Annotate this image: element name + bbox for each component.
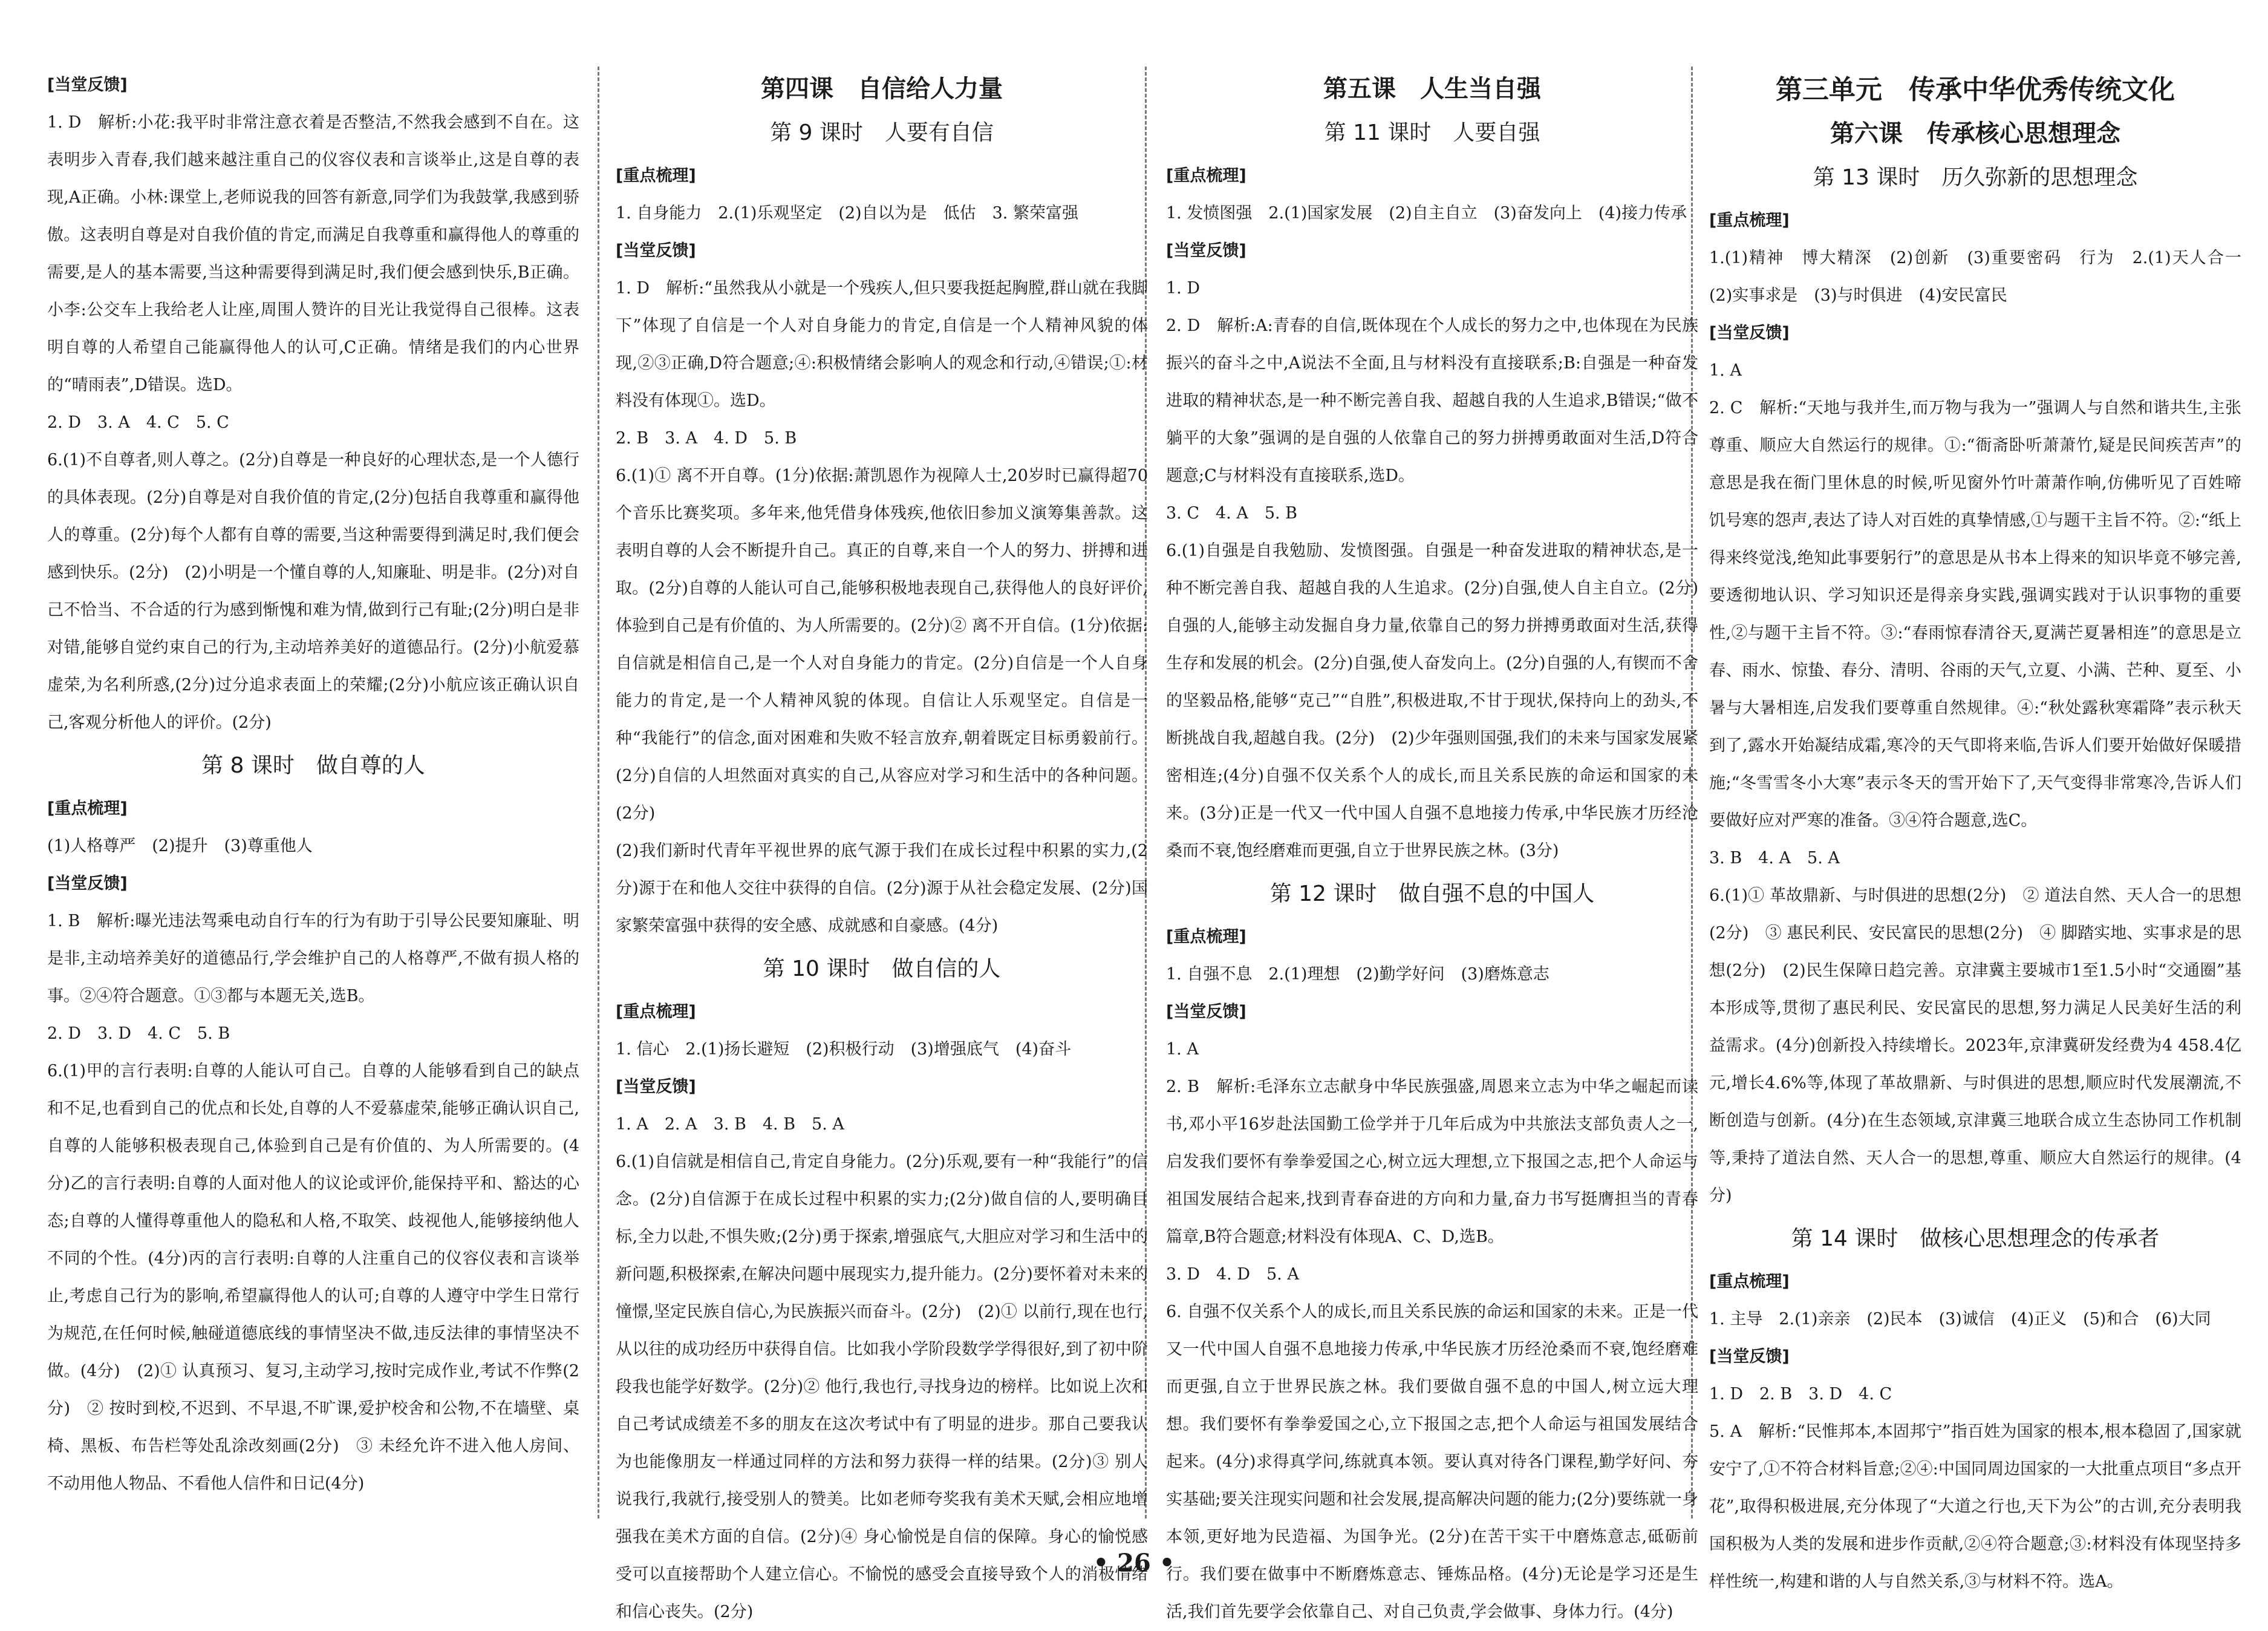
period-title: 第 9 课时 人要有自信	[770, 120, 994, 145]
page-number: • 26 •	[1093, 1549, 1175, 1577]
column-divider	[598, 67, 599, 1518]
section-tag: [当堂反馈]	[47, 76, 128, 94]
section-tag: [当堂反馈]	[616, 241, 696, 260]
answer-paragraph: 6.(1)甲的言行表明:自尊的人能认可自己。自尊的人能够看到自己的缺点和不足,也看到自己的优点和长处,自尊的人不爱慕虚荣,能够正确认识自己,自尊的人能够积极表现自己,体验到自己是有价值的、为人所需要的。(4分)乙的言行表明:自尊的人面对他人的议论或评价,能保持平和、豁达的心态;自尊的人懂得尊重他人的隐私和人格,不取笑、歧视他人,能够接纳他人不同的个性。(4分)丙的言行表明:自尊的人注重自己的仪容仪表和言谈举止,考虑自己行为的影响,希望赢得他人的认可;自尊的人遵守中学生日常行为规范,在任何时候,触碰道德底线的事情坚决不做,违反法律的事情坚决不做。(4分) (2)① 认真预习、复习,主动学习,按时完成作业,考试不作弊(2分) ② 按时到校,不迟到、不早退,不旷课,爱护校舍和公物,不在墙壁、桌椅、黑板、布告栏等处乱涂改刻画(2分) ③ 未经允许不进入他人房间、不动用他人物品、不看他人信件和日记(4分)	[47, 1062, 579, 1493]
lesson-title: 第四课 自信给人力量	[761, 75, 1003, 103]
answer-paragraph: 1. 发愤图强 2.(1)国家发展 (2)自主自立 (3)奋发向上 (4)接力传承	[1166, 204, 1687, 223]
answer-paragraph: 1. A	[1709, 361, 1742, 380]
answer-paragraph: 3. C 4. A 5. B	[1166, 504, 1298, 523]
lesson-title: 第六课 传承核心思想理念	[1830, 120, 2120, 148]
answer-paragraph: 2. D 3. A 4. C 5. C	[47, 413, 229, 432]
answer-paragraph: 1. B 解析:曝光违法驾乘电动自行车的行为有助于引导公民要知廉耻、明是非,主动培养美好的道德品行,学会维护自己的人格尊严,不做有损人格的事。②④符合题意。①③都与本题无关,选B。	[47, 912, 579, 1005]
section-tag: [重点梳理]	[1709, 1272, 1790, 1291]
section-tag: [当堂反馈]	[1166, 1002, 1246, 1021]
answer-paragraph: 1. A 2. A 3. B 4. B 5. A	[616, 1115, 844, 1134]
section-tag: [当堂反馈]	[1709, 324, 1790, 342]
answer-paragraph: 6.(1)① 离不开自尊。(1分)依据:萧凯恩作为视障人士,20岁时已赢得超70个音乐比赛奖项。多年来,他凭借身体残疾,他依旧参加义演筹集善款。这表明自尊的人会不断提升自己。真正的自尊,来自一个人的努力、拼搏和进取。(2分)自尊的人能认可自己,能够积极地表现自己,获得他人的良好评价,体验到自己是有价值的、为人所需要的。(2分)② 离不开自信。(1分)依据:自信就是相信自己,是一个人对自身能力的肯定。(2分)自信是一个人自身能力的肯定,是一个人精神风貌的体现。自信让人乐观坚定。自信是一种“我能行”的信念,面对困难和失败不轻言放弃,朝着既定目标勇毅前行。(2分)自信的人坦然面对真实的自己,从容应对学习和生活中的各种问题。(2分)	[616, 466, 1148, 823]
period-title: 第 12 课时 做自强不息的中国人	[1269, 881, 1595, 906]
section-tag: [重点梳理]	[616, 1002, 696, 1021]
answer-paragraph: 3. B 4. A 5. A	[1709, 849, 1840, 868]
answer-paragraph: 1. 信心 2.(1)扬长避短 (2)积极行动 (3)增强底气 (4)奋斗	[616, 1040, 1072, 1059]
answer-paragraph: 2. B 3. A 4. D 5. B	[616, 429, 797, 448]
answer-paragraph: 6.(1)自信就是相信自己,肯定自身能力。(2分)乐观,要有一种“我能行”的信念。(2分)自信源于在成长过程中积累的实力;(2分)做自信的人,要明确目标,全力以赴,不惧失败;(2分)勇于探索,增强底气,大胆应对学习和生活中的新问题,积极探索,在解决问题中展现实力,提升能力。(2分)要怀着对未来的憧憬,坚定民族自信心,为民族振兴而奋斗。(2分) (2)① 以前行,现在也行,从以往的成功经历中获得自信。比如我小学阶段数学学得很好,到了初中阶段我也能学好数学。(2分)② 他行,我也行,寻找身边的榜样。比如说上次和自己考试成绩差不多的朋友在这次考试中有了明显的进步。那自己要我认为也能像朋友一样通过同样的方法和努力获得一样的结果。(2分)③ 别人说我行,我就行,接受别人的赞美。比如老师夸奖我有美术天赋,会相应地增强我在美术方面的自信。(2分)④ 身心愉悦是自信的保障。身心的愉悦感受可以直接帮助个人建立信心。不愉悦的感受会直接导致个人的消极情绪和信心丧失。(2分)	[616, 1152, 1148, 1621]
answer-paragraph: 2. C 解析:“天地与我并生,而万物与我为一”强调人与自然和谐共生,主张尊重、顺应大自然运行的规律。①:“衙斋卧听萧萧竹,疑是民间疾苦声”的意思是我在衙门里休息的时候,听见窗外竹叶萧萧作响,仿佛听见了百姓啼饥号寒的怨声,表达了诗人对百姓的真挚情感,①与题干主旨不符。②:“纸上得来终觉浅,绝知此事要躬行”的意思是从书本上得来的知识毕竟不够完善,要透彻地认识、学习知识还是得亲身实践,强调实践对于认识事物的重要性,②与题干主旨不符。③:“春雨惊春清谷天,夏满芒夏暑相连”的意思是立春、雨水、惊蛰、春分、清明、谷雨的天气,立夏、小满、芒种、夏至、小暑与大暑相连,启发我们要尊重自然规律。④:“秋处露秋寒霜降”表示秋天到了,露水开始凝结成霜,寒冷的天气即将来临,告诉人们要开始做好保暖措施;“冬雪雪冬小大寒”表示冬天的雪开始下了,天气变得非常寒冷,告诉人们要做好应对严寒的准备。③④符合题意,选C。	[1709, 399, 2241, 830]
section-tag: [当堂反馈]	[616, 1077, 696, 1096]
period-title: 第 11 课时 人要自强	[1324, 120, 1540, 145]
section-tag: [当堂反馈]	[1709, 1347, 1790, 1366]
answer-paragraph: 1.(1)精神 博大精深 (2)创新 (3)重要密码 行为 2.(1)天人合一 (2)实事求是 (3)与时俱进 (4)安民富民	[1709, 249, 2258, 305]
section-tag: [当堂反馈]	[1166, 241, 1246, 260]
column-1	[47, 67, 579, 1525]
period-title: 第 14 课时 做核心思想理念的传承者	[1791, 1226, 2160, 1251]
section-tag: [重点梳理]	[1166, 166, 1246, 185]
answer-paragraph: 2. D 3. D 4. C 5. B	[47, 1024, 230, 1043]
section-tag: [重点梳理]	[47, 799, 128, 818]
answer-paragraph: 1. A	[1166, 1040, 1199, 1059]
period-title: 第 8 课时 做自尊的人	[201, 753, 425, 778]
answer-paragraph: 1. D 解析:小花:我平时非常注意衣着是否整洁,不然我会感到不自在。这表明步入青春,我们越来越注重自己的仪容仪表和言谈举止,这是自尊的表现,A正确。小林:课堂上,老师说我的回答有新意,同学们为我鼓掌,我感到骄傲。这表明自尊是对自我价值的肯定,而满足自我尊重和赢得他人的尊重的需要,是人的基本需要,当这种需要得到满足时,我们便会感到快乐,B正确。小李:公交车上我给老人让座,周围人赞许的目光让我觉得自己很棒。这表明自尊的人希望自己能赢得他人的认可,C正确。情绪是我们的内心世界的“晴雨表”,D错误。选D。	[47, 113, 579, 394]
answer-paragraph: 1. 主导 2.(1)亲亲 (2)民本 (3)诚信 (4)正义 (5)和合 (6)大同	[1709, 1310, 2211, 1329]
period-title: 第 10 课时 做自信的人	[763, 956, 1001, 981]
answer-paragraph: 1. 自身能力 2.(1)乐观坚定 (2)自以为是 低估 3. 繁荣富强	[616, 204, 1078, 223]
section-tag: [重点梳理]	[1709, 211, 1790, 230]
answer-paragraph: 1. D 2. B 3. D 4. C	[1709, 1385, 1892, 1404]
lesson-title: 第五课 人生当自强	[1323, 75, 1541, 103]
answer-paragraph: 6.(1)自强是自我勉励、发愤图强。自强是一种奋发进取的精神状态,是一种不断完善自我、超越自我的人生追求。(2分)自强,使人自主自立。(2分)自强的人,能够主动发掘自身力量,依靠自己的努力拼搏勇敢面对生活,获得生存和发展的机会。(2分)自强,使人奋发向上。(2分)自强的人,有锲而不舍的坚毅品格,能够“克己”“自胜”,积极进取,不甘于现状,保持向上的劲头,不断挑战自我,超越自我。(2分) (2)少年强则国强,我们的未来与国家发展紧密相连;(4分)自强不仅关系个人的成长,而且关系民族的命运和国家的未来。(3分)正是一代又一代中国人自强不息地接力传承,中华民族才历经沧桑而不衰,饱经磨难而更强,自立于世界民族之林。(3分)	[1166, 541, 1698, 860]
answer-paragraph: 3. D 4. D 5. A	[1166, 1265, 1299, 1284]
answer-paragraph: 6.(1)不自尊者,则人尊之。(2分)自尊是一种良好的心理状态,是一个人德行的具体表现。(2分)自尊是对自我价值的肯定,(2分)包括自我尊重和赢得他人的尊重。(2分)每个人都有自尊的需要,当这种需要得到满足时,我们便会感到快乐。(2分) (2)小明是一个懂自尊的人,知廉耻、明是非。(2分)对自己不恰当、不合适的行为感到惭愧和难为情,做到行己有耻;(2分)明白是非对错,能够自觉约束自己的行为,主动培养美好的道德品行。(2分)小航爱慕虚荣,为名利所惑,(2分)过分追求表面上的荣耀;(2分)小航应该正确认识自己,客观分析他人的评价。(2分)	[47, 451, 579, 732]
section-tag: [重点梳理]	[1166, 927, 1246, 946]
answer-paragraph: (2)我们新时代青年平视世界的底气源于我们在成长过程中积累的实力,(2分)源于在和他人交往中获得的自信。(2分)源于从社会稳定发展、(2分)国家繁荣富强中获得的安全感、成就感和自豪感。(4分)	[616, 842, 1148, 935]
column-4	[1709, 67, 2258, 1591]
answer-paragraph: 2. B 解析:毛泽东立志献身中华民族强盛,周恩来立志为中华之崛起而读书,邓小平16岁赴法国勤工俭学并于几年后成为中共旅法支部负责人之一,启发我们要怀有拳拳爱国之心,树立远大理想,立下报国之志,把个人命运与祖国发展结合起来,找到青春奋进的方向和力量,奋力书写挺膺担当的青春篇章,B符合题意;材料没有体现A、C、D,选B。	[1166, 1077, 1698, 1246]
answer-paragraph: (1)人格尊严 (2)提升 (3)尊重他人	[47, 837, 313, 855]
answer-paragraph: 1. D 解析:“虽然我从小就是一个残疾人,但只要我挺起胸膛,群山就在我脚下”体现了自信是一个人对自身能力的肯定,自信是一个人精神风貌的体现,②③正确,D符合题意;④:积极情绪会影响人的观念和行动,④错误;①:材料没有体现①。选D。	[616, 279, 1148, 410]
answer-paragraph: 6. 自强不仅关系个人的成长,而且关系民族的命运和国家的未来。正是一代又一代中国人自强不息地接力传承,中华民族才历经沧桑而不衰,饱经磨难而更强,自立于世界民族之林。我们要做自强不息的中国人,树立远大理想。我们要怀有拳拳爱国之心,立下报国之志,把个人命运与祖国发展结合起来。(4分)求得真学问,练就真本领。要认真对待各门课程,勤学好问、夯实基础;要关注现实问题和社会发展,提高解决问题的能力;(2分)要练就一身本领,更好地为民造福、为国争光。(2分)在苦干实干中磨炼意志,砥砺前行。我们要在做事中不断磨炼意志、锤炼品格。(4分)无论是学习还是生活,我们首先要学会依靠自己、对自己负责,学会做事、身体力行。(4分)	[1166, 1303, 1698, 1621]
unit-title: 第三单元 传承中华优秀传统文化	[1776, 74, 2175, 105]
answer-paragraph: 1. 自强不息 2.(1)理想 (2)勤学好问 (3)磨炼意志	[1166, 965, 1549, 984]
answer-paragraph: 1. D	[1166, 279, 1200, 298]
answer-paragraph: 6.(1)① 革故鼎新、与时俱进的思想(2分) ② 道法自然、天人合一的思想(2分) ③ 惠民利民、安民富民的思想(2分) ④ 脚踏实地、实事求是的思想(2分) (2)民生保障日趋完善。京津冀主要城市1至1.5小时“交通圈”基本形成等,贯彻了惠民利民、安民富民的思想,努力满足人民美好生活的利益需求。(4分)创新投入持续增长。2023年,京津冀研发经费为4 458.4亿元,增长4.6%等,体现了革故鼎新、与时俱进的思想,顺应时代发展潮流,不断创造与创新。(4分)在生态领域,京津冀三地联合成立生态协同工作机制等,秉持了道法自然、天人合一的思想,尊重、顺应大自然运行的规律。(4分)	[1709, 886, 2241, 1205]
column-3	[1166, 67, 1698, 1621]
section-tag: [重点梳理]	[616, 166, 696, 185]
answer-paragraph: 5. A 解析:“民惟邦本,本固邦宁”指百姓为国家的根本,根本稳固了,国家就安宁了,①不符合材料旨意;②④:中国同周边国家的一大批重点项目“多点开花”,取得积极进展,充分体现了“大道之行也,天下为公”的古训,充分表明我国积极为人类的发展和进步作贡献,②④符合题意;③:材料没有体现坚持多样性统一,构建和谐的人与自然关系,③与材料不符。选A。	[1709, 1422, 2241, 1591]
answer-paragraph: 2. D 解析:A:青春的自信,既体现在个人成长的努力之中,也体现在为民族振兴的奋斗之中,A说法不全面,且与材料没有直接联系;B:自强是一种奋发进取的精神状态,是一种不断完善自我、超越自我的人生追求,B错误;“做不躺平的大象”强调的是自强的人依靠自己的努力拼搏勇敢面对生活,D符合题意;C与材料没有直接联系,选D。	[1166, 316, 1698, 485]
period-title: 第 13 课时 历久弥新的思想理念	[1813, 165, 2138, 190]
section-tag: [当堂反馈]	[47, 874, 128, 893]
